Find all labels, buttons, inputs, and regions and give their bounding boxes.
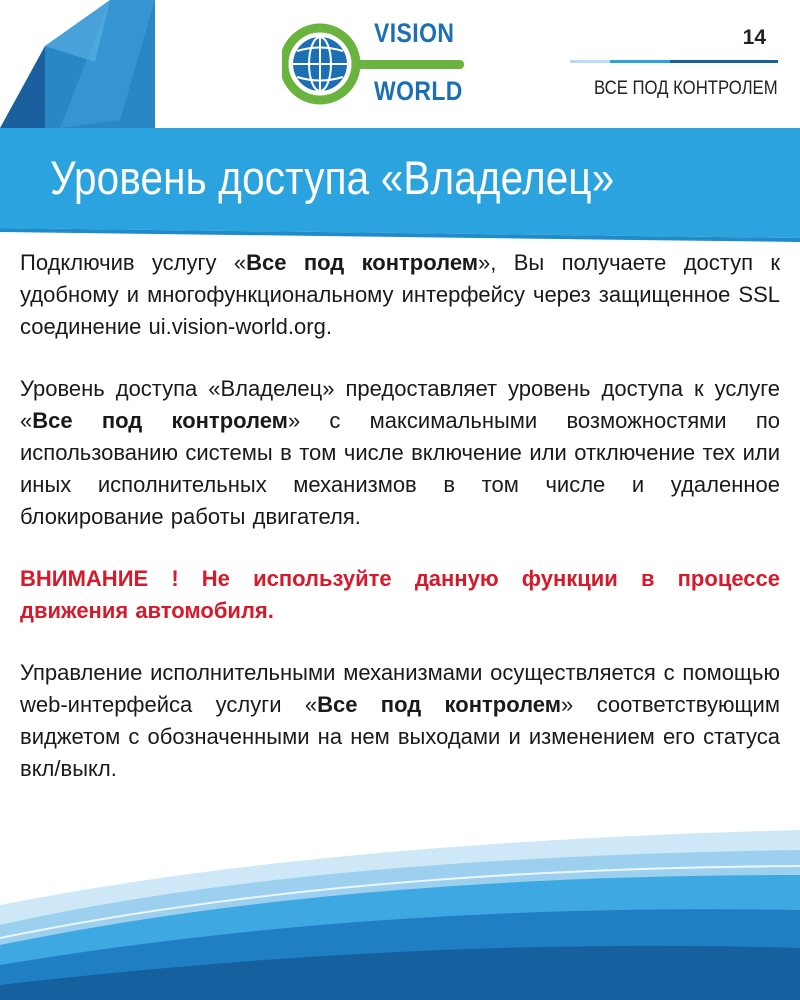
- service-name: Все под контролем: [246, 250, 479, 275]
- vision-world-logo: [282, 14, 472, 114]
- paragraph-text: », Вы получаете доступ к удобному и многофункциональному интерфейсу через защищенное SSL соединение ui.vision-world.org.: [20, 250, 780, 339]
- logo-text-world: WORLD: [374, 76, 463, 106]
- page-number: 14: [742, 26, 766, 49]
- logo-text-vision: VISION: [374, 18, 455, 48]
- paragraph-owner-access: [20, 373, 780, 533]
- paragraph-connection: [20, 247, 780, 343]
- paragraph-text: Подключив услугу «: [20, 250, 247, 275]
- paragraph-text: Управление исполнительными механизмами осуществляется с помощью web-интерфейса услуги «: [20, 660, 780, 717]
- paragraph-text: Уровень доступа «Владелец» предоставляет уровень доступа к услуге «: [20, 376, 780, 433]
- header-tagline: ВСЕ ПОД КОНТРОЛЕМ: [594, 78, 778, 99]
- service-name: Все под контролем: [32, 408, 288, 433]
- header-rule: [570, 60, 778, 66]
- body-content: [20, 247, 780, 815]
- paragraph-text: » соответствующим виджетом с обозначенными на нем выходами и изменением его статуса вкл/выкл.: [20, 692, 780, 781]
- page-title: Уровень доступа «Владелец»: [50, 151, 615, 204]
- paragraph-control: [20, 657, 780, 785]
- warning-text: ВНИМАНИЕ ! Не используйте данную функции в процессе движения автомобиля.: [20, 566, 780, 623]
- ribbon-dark-fold: [0, 46, 45, 128]
- paragraph-text: » с максимальными возможностями по использованию системы в том числе включение или отключение тех или иных исполнительных механизмов в том числе и удаленное блокирование работы двигателя.: [20, 408, 780, 529]
- service-name: Все под контролем: [317, 692, 562, 717]
